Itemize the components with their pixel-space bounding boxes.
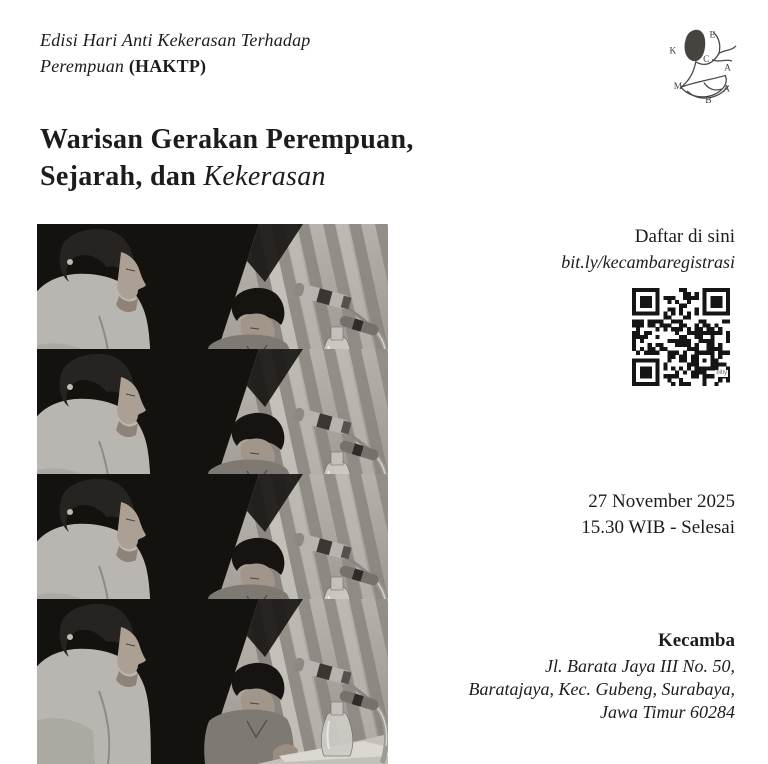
svg-text:M: M — [673, 82, 683, 93]
title-line-1: Warisan Gerakan Perempuan, — [40, 124, 414, 155]
svg-text:E: E — [709, 30, 716, 41]
photo-frame-1 — [37, 224, 388, 349]
svg-text:B: B — [705, 95, 712, 106]
venue-name: Kecamba — [657, 630, 735, 651]
registration-link: bit.ly/kecambaregistrasi — [561, 252, 735, 272]
kecamba-logo — [658, 22, 742, 106]
event-date: 27 November 2025 — [588, 491, 735, 512]
title-line-2-bold: Sejarah, dan — [40, 161, 197, 192]
bitly-watermark: bitly — [716, 370, 727, 376]
schedule-block — [581, 489, 735, 541]
venue-block — [469, 629, 735, 724]
edition-line-1: Edisi Hari Anti Kekerasan Terhadap — [40, 30, 311, 50]
edition-label — [40, 27, 311, 79]
svg-text:A: A — [724, 63, 731, 74]
photo-frame-2 — [37, 349, 388, 474]
title-line-2-italic: Kekerasan — [203, 161, 326, 192]
sprout-seed-icon — [658, 22, 742, 106]
photo-frame-3 — [37, 474, 388, 599]
svg-text:K: K — [669, 46, 677, 57]
edition-line-2: Perempuan (HAKTP) — [40, 56, 207, 76]
qr-code — [632, 288, 730, 386]
svg-text:C: C — [703, 54, 710, 65]
venue-address-line-1: Jl. Barata Jaya III No. 50, — [545, 656, 735, 676]
event-time: 15.30 WIB - Selesai — [581, 517, 735, 538]
register-label: Daftar di sini — [634, 226, 735, 247]
photo-frame-4 — [37, 599, 388, 764]
event-title — [40, 121, 414, 195]
photo-strip — [37, 224, 388, 764]
svg-text:A: A — [723, 84, 730, 95]
venue-address-line-3: Jawa Timur 60284 — [599, 702, 735, 722]
register-block — [561, 225, 735, 274]
venue-address-line-2: Baratajaya, Kec. Gubeng, Surabaya, — [468, 679, 735, 699]
